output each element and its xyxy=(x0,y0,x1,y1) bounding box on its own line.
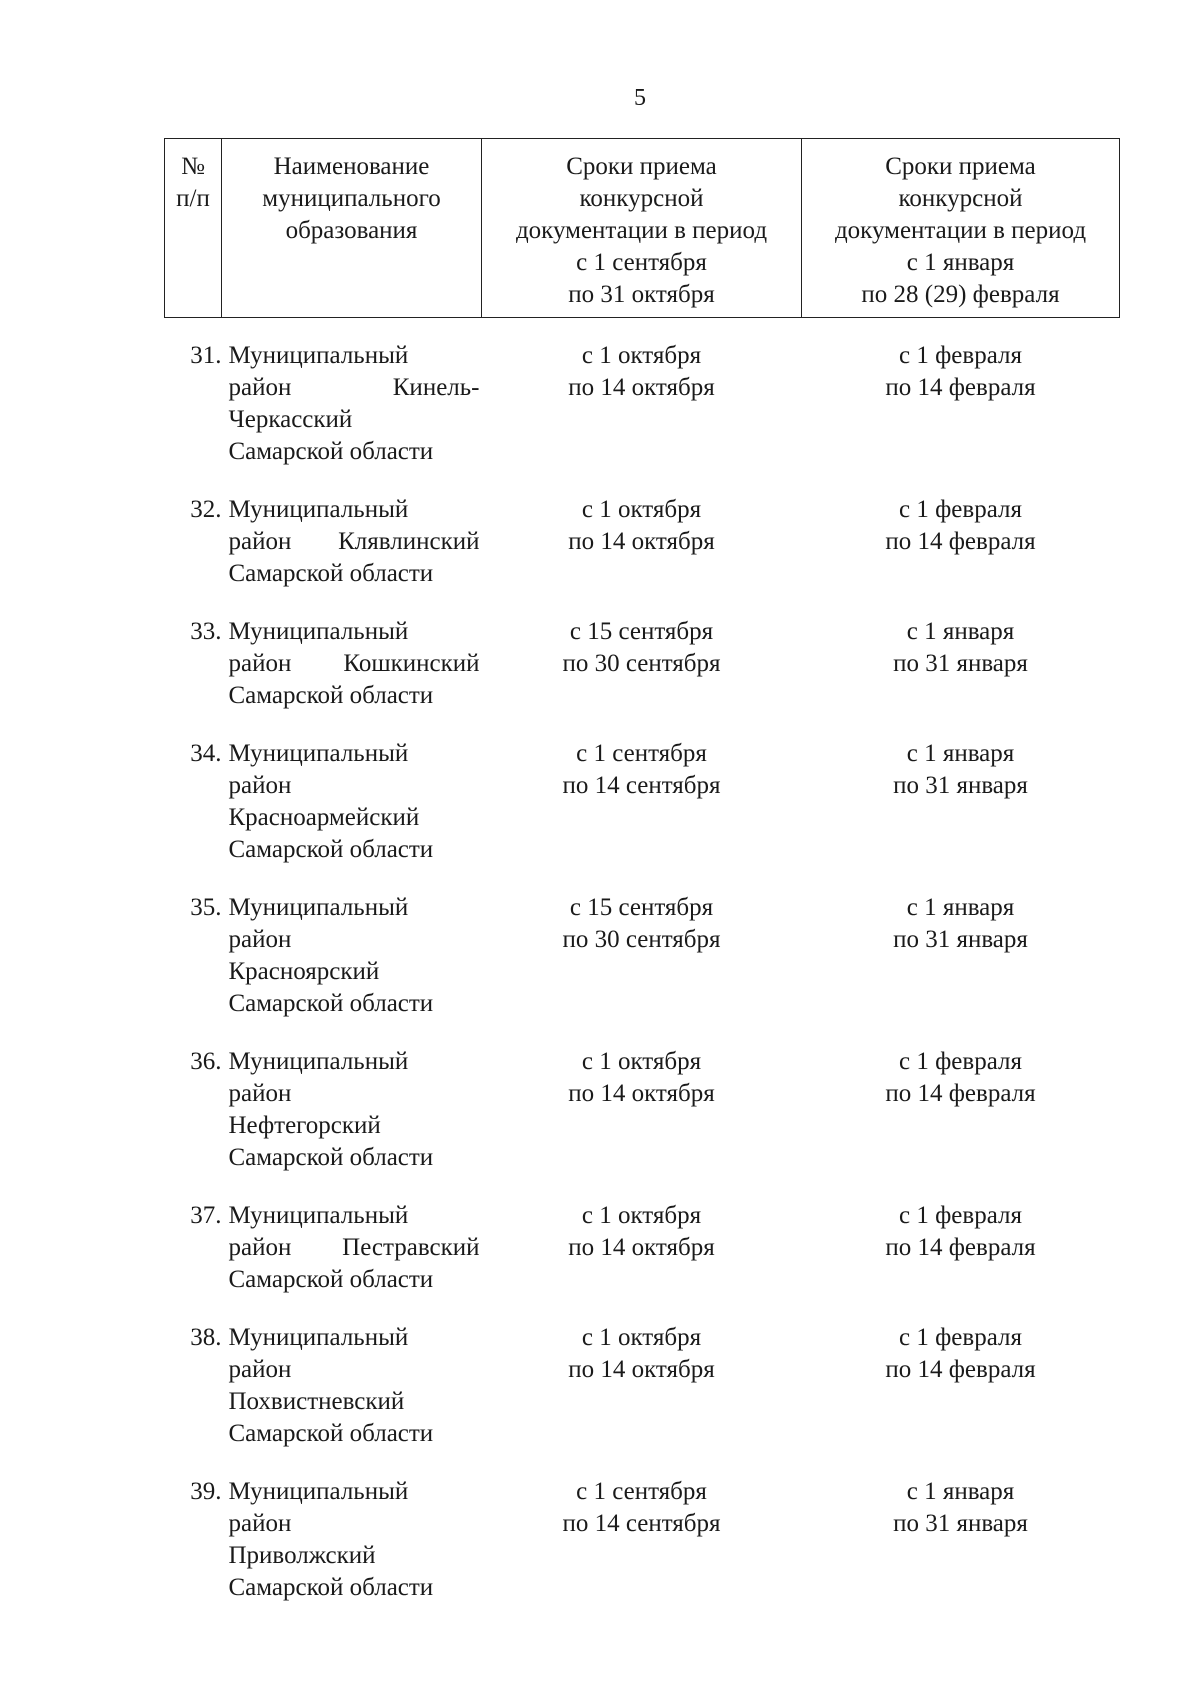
row-number: 33. xyxy=(190,618,222,645)
period-september-october: с 15 сентября по 30 сентября xyxy=(562,894,721,953)
row-number: 31. xyxy=(190,342,222,369)
municipality-name-line: Муниципальный xyxy=(228,1202,409,1229)
municipality-name-line: Муниципальный xyxy=(228,496,409,523)
municipality-name-line: район Клявлинский xyxy=(228,528,480,555)
header-period-september-october: Сроки приема конкурсной документации в период с 1 сентября по 31 октября xyxy=(482,139,802,318)
municipality-name-line: Самарской области xyxy=(228,1574,434,1601)
table-row xyxy=(165,318,1120,469)
municipality-name-line: район xyxy=(228,1510,292,1537)
municipality-name-line: Нефтегорский xyxy=(228,1112,381,1139)
municipality-name-line: Муниципальный xyxy=(228,1478,409,1505)
municipality-name xyxy=(222,1450,482,1604)
row-number: 35. xyxy=(190,894,222,921)
page-number: 5 xyxy=(634,85,646,111)
period-september-october: с 1 октября по 14 октября xyxy=(568,1202,715,1261)
row-number: 39. xyxy=(190,1478,222,1505)
municipality-name xyxy=(222,590,482,712)
municipality-name-line: Самарской области xyxy=(228,682,434,709)
municipality-name-line: Муниципальный xyxy=(228,618,409,645)
municipality-name-line: Муниципальный xyxy=(228,740,409,767)
period-january-february: с 1 февраля по 14 февраля xyxy=(885,1202,1036,1261)
municipality-name xyxy=(222,712,482,866)
period-september-october: с 1 октября по 14 октября xyxy=(568,342,715,401)
municipality-name-line: Приволжский xyxy=(228,1542,376,1569)
municipality-name-line: Муниципальный xyxy=(228,342,409,369)
period-september-october: с 15 сентября по 30 сентября xyxy=(562,618,721,677)
row-number: 38. xyxy=(190,1324,222,1351)
period-september-october: с 1 сентября по 14 сентября xyxy=(562,1478,721,1537)
municipality-name-line: Муниципальный xyxy=(228,1048,409,1075)
header-row xyxy=(165,139,1120,318)
municipality-name xyxy=(222,1020,482,1174)
municipality-name xyxy=(222,468,482,590)
row-number: 37. xyxy=(190,1202,222,1229)
table-row xyxy=(165,1174,1120,1296)
municipality-name xyxy=(222,1174,482,1296)
municipality-name-line: Самарской области xyxy=(228,1144,434,1171)
municipality-name-line: Красноармейский xyxy=(228,804,420,831)
table-row xyxy=(165,1450,1120,1604)
municipality-name-line: Самарской области xyxy=(228,560,434,587)
header-period-january-february: Сроки приема конкурсной документации в период с 1 января по 28 (29) февраля xyxy=(802,139,1120,318)
period-january-february: с 1 февраля по 14 февраля xyxy=(885,1324,1036,1383)
table-row xyxy=(165,1020,1120,1174)
municipality-name-line: район xyxy=(228,926,292,953)
municipality-name xyxy=(222,318,482,469)
municipality-name-line: район xyxy=(228,772,292,799)
header-municipality-name: Наименование муниципального образования xyxy=(222,139,482,318)
municipality-name-line: Черкасский xyxy=(228,406,353,433)
row-number: 34. xyxy=(190,740,222,767)
period-september-october: с 1 октября по 14 октября xyxy=(568,1048,715,1107)
period-september-october: с 1 октября по 14 октября xyxy=(568,1324,715,1383)
header-number: № п/п xyxy=(165,139,222,318)
municipality-name-line: Самарской области xyxy=(228,990,434,1017)
period-january-february: с 1 января по 31 января xyxy=(893,894,1028,953)
municipality-name-line: район Пестравский xyxy=(228,1234,480,1261)
period-september-october: с 1 сентября по 14 сентября xyxy=(562,740,721,799)
municipality-name-line: Самарской области xyxy=(228,438,434,465)
row-number: 36. xyxy=(190,1048,222,1075)
municipality-name-line: Муниципальный xyxy=(228,1324,409,1351)
table-body xyxy=(165,318,1120,1605)
municipality-name-line: Красноярский xyxy=(228,958,380,985)
municipality-name xyxy=(222,866,482,1020)
municipality-name-line: Похвистневский xyxy=(228,1388,405,1415)
municipality-name xyxy=(222,1296,482,1450)
period-january-february: с 1 января по 31 января xyxy=(893,740,1028,799)
municipality-name-line: район Кинель- xyxy=(228,374,480,401)
period-january-february: с 1 января по 31 января xyxy=(893,1478,1028,1537)
municipality-name-line: Самарской области xyxy=(228,836,434,863)
schedule-table xyxy=(164,138,1120,1604)
municipality-name-line: район xyxy=(228,1356,292,1383)
period-january-february: с 1 января по 31 января xyxy=(893,618,1028,677)
table-row xyxy=(165,590,1120,712)
period-january-february: с 1 февраля по 14 февраля xyxy=(885,342,1036,401)
table-header xyxy=(165,139,1120,318)
table-row xyxy=(165,468,1120,590)
municipality-name-line: Самарской области xyxy=(228,1420,434,1447)
period-january-february: с 1 февраля по 14 февраля xyxy=(885,496,1036,555)
table-row xyxy=(165,866,1120,1020)
table-row xyxy=(165,712,1120,866)
municipality-name-line: Муниципальный xyxy=(228,894,409,921)
municipality-name-line: Самарской области xyxy=(228,1266,434,1293)
municipality-name-line: район Кошкинский xyxy=(228,650,480,677)
period-january-february: с 1 февраля по 14 февраля xyxy=(885,1048,1036,1107)
row-number: 32. xyxy=(190,496,222,523)
table-row xyxy=(165,1296,1120,1450)
period-september-october: с 1 октября по 14 октября xyxy=(568,496,715,555)
municipality-name-line: район xyxy=(228,1080,292,1107)
